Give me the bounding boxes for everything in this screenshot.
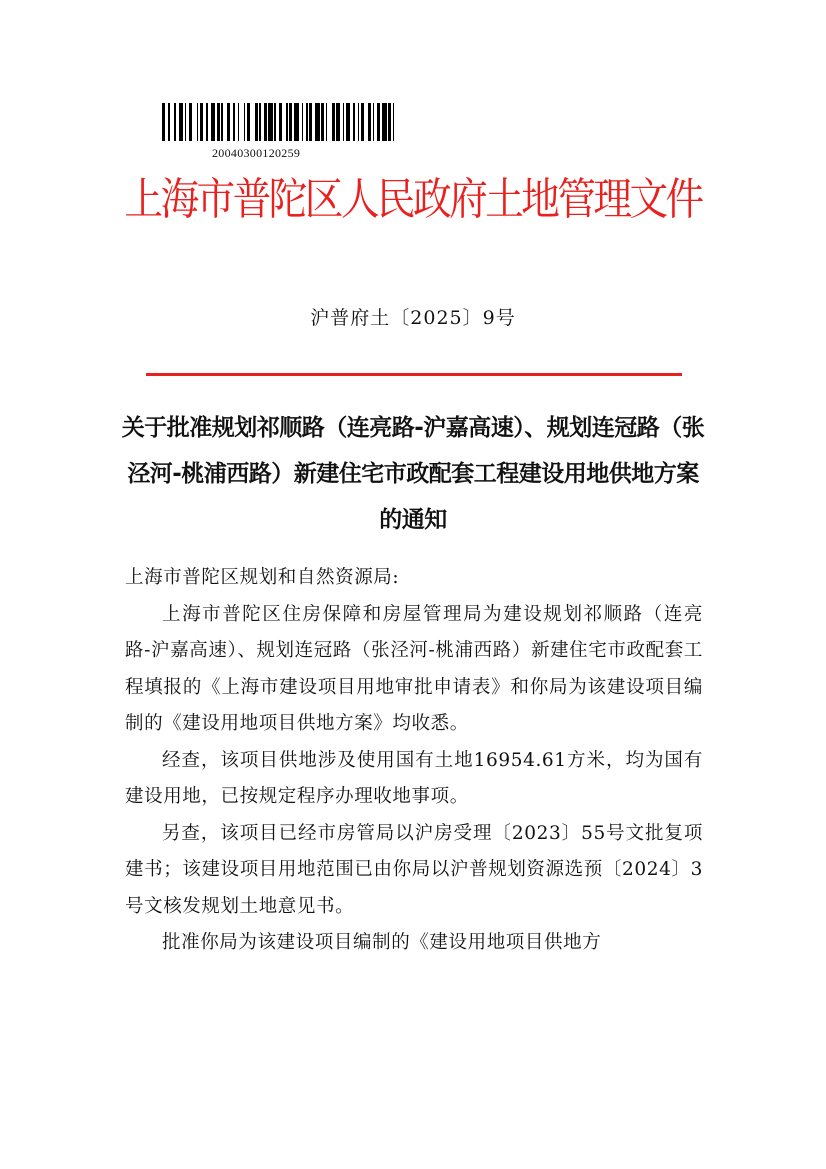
body-paragraph: 另查，该项目已经市房管局以沪房受理〔2023〕55号文批复项建书；该建设项目用地范围已由你局以沪普规划资源选预〔2024〕3号文核发规划土地意见书。 [125,822,703,917]
issuing-agency-header: 上海市普陀区人民政府土地管理文件 [124,174,702,225]
barcode-number: 20040300120259 [212,146,301,160]
body-paragraph: 上海市普陀区住房保障和房屋管理局为建设规划祁顺路（连亮路-沪嘉高速）、规划连冠路（张泾河-桃浦西路）新建住宅市政配套工程填报的《上海市建设项目用地审批申请表》和你局为该建设项目编制的《建设用地项目供地方案》均收悉。 [125,603,703,734]
document-number: 沪普府土〔2025〕9号 [310,307,516,329]
body-paragraph: 经查，该项目供地涉及使用国有土地16954.61方米，均为国有建设用地，已按规定程序办理收地事项。 [125,749,703,807]
salutation: 上海市普陀区规划和自然资源局: [125,567,400,588]
red-separator-line [146,373,682,376]
document-body [125,560,703,962]
body-paragraph: 批准你局为该建设项目编制的《建设用地项目供地方 [162,932,602,953]
barcode [162,103,398,141]
document-title: 关于批准规划祁顺路（连亮路-沪嘉高速）、规划连冠路（张泾河-桃浦西路）新建住宅市政配套工程建设用地供地方案的通知 [121,415,705,533]
barcode-bar [394,103,397,141]
